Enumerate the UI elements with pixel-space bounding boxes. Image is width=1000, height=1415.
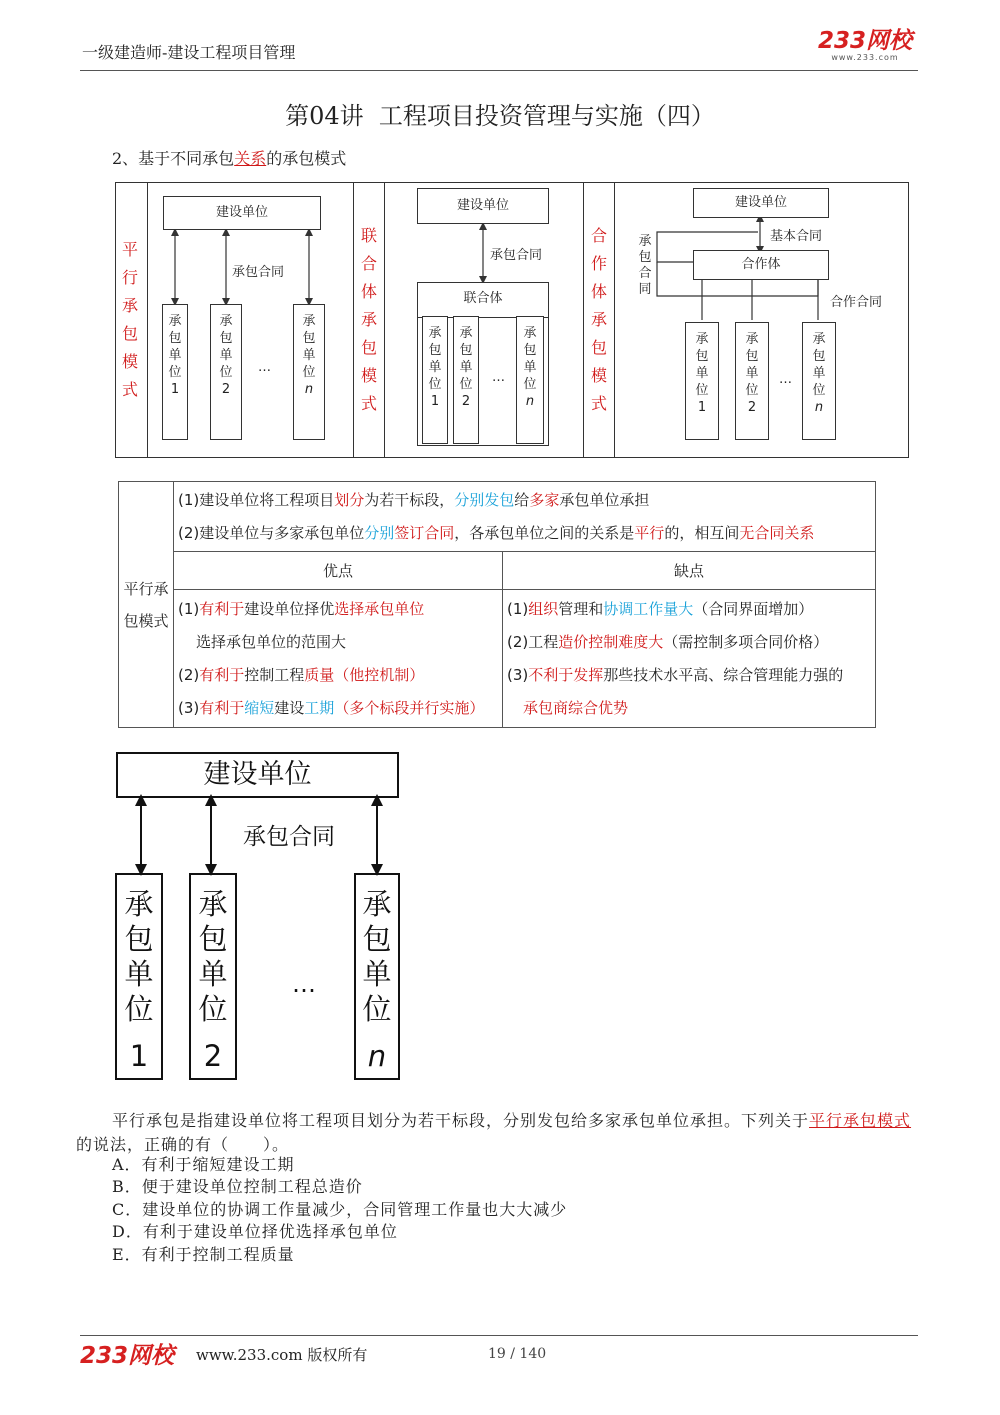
pros-item: (2)有利于控制工程质量（他控机制） bbox=[178, 665, 425, 684]
course-title: 一级建造师-建设工程项目管理 bbox=[82, 43, 296, 62]
page-title: 第04讲 工程项目投资管理与实施（四） bbox=[285, 102, 715, 130]
cons-item: 承包商综合优势 bbox=[523, 698, 629, 717]
stem-link[interactable]: 平行 bbox=[809, 1111, 844, 1130]
contract-label-large: 承包合同 bbox=[243, 824, 335, 850]
option-d[interactable]: D．有利于建设单位择优选择承包单位 bbox=[112, 1222, 398, 1241]
cooperative-box: 合作体 bbox=[693, 250, 829, 280]
mode-label-cooperative: 合作体承包模式 bbox=[590, 226, 607, 413]
basic-contract-label: 基本合同 bbox=[770, 229, 823, 244]
cons-item: (3)不利于发挥那些技术水平高、综合管理能力强的 bbox=[507, 665, 844, 684]
contractor-box-large: 承 包 单 位 n bbox=[354, 873, 400, 1080]
contractor-box: 承 包 单 位 2 bbox=[735, 322, 769, 440]
pros-item: 选择承包单位的范围大 bbox=[196, 632, 347, 651]
contractor-box-large: 承 包 单 位 2 bbox=[189, 873, 237, 1080]
header-logo-url: www.233.com bbox=[831, 53, 899, 62]
consortium-label: 联合体 bbox=[418, 283, 548, 318]
option-a[interactable]: A．有利于缩短建设工期 bbox=[112, 1155, 295, 1174]
contractor-box: 承 包 单 位 2 bbox=[210, 304, 242, 440]
owner-box-large: 建设单位 bbox=[116, 752, 399, 798]
section-heading-suffix: 的承包模式 bbox=[266, 149, 347, 168]
option-b[interactable]: B．便于建设单位控制工程总造价 bbox=[112, 1177, 363, 1196]
footer-rule bbox=[80, 1335, 918, 1336]
contractor-box-large: 承 包 单 位 1 bbox=[115, 873, 163, 1080]
pros-item: (3)有利于缩短建设工期（多个标段并行实施） bbox=[178, 698, 485, 717]
contract-label: 承包合同 bbox=[490, 248, 543, 263]
contractor-box: 承 包 单 位 n bbox=[802, 322, 836, 440]
stem-link[interactable]: 承包模式 bbox=[843, 1111, 912, 1130]
section-heading-link[interactable]: 关系 bbox=[234, 149, 267, 168]
owner-box: 建设单位 bbox=[417, 188, 549, 224]
description-line-2: (2)建设单位与多家承包单位分别签订合同，各承包单位之间的关系是平行的，相互间无合同关系 bbox=[178, 523, 815, 542]
ellipsis-large: … bbox=[292, 970, 316, 998]
contractor-box: 承 包 单 位 1 bbox=[162, 304, 188, 440]
footer-site-url[interactable]: www.233.com bbox=[196, 1346, 303, 1364]
footer-copyright: 版权所有 bbox=[307, 1346, 368, 1364]
coop-contract-label: 合作合同 bbox=[830, 295, 883, 310]
footer-site bbox=[196, 1344, 367, 1365]
mode-label-parallel: 平行承包模式 bbox=[121, 240, 138, 399]
mode-label-consortium: 联合体承包模式 bbox=[360, 226, 377, 413]
ellipsis: … bbox=[779, 372, 792, 387]
row-label: 平行承包模式 bbox=[123, 579, 169, 630]
header-logo-text: 233网校 bbox=[818, 28, 913, 54]
owner-box: 建设单位 bbox=[693, 188, 829, 218]
option-e[interactable]: E．有利于控制工程质量 bbox=[112, 1245, 295, 1264]
footer-logo: 233网校 bbox=[80, 1343, 175, 1369]
cons-item: (1)组织管理和协调工作量大（合同界面增加） bbox=[507, 599, 814, 618]
page-number: 19 / 140 bbox=[488, 1346, 547, 1362]
contractor-box: 承 包 单 位 1 bbox=[685, 322, 719, 440]
question-stem: 平行承包是指建设单位将工程项目划分为若干标段，分别发包给多家承包单位承担。下列关于平行承包模式的说法，正确的有（ ）。 bbox=[76, 1111, 912, 1154]
contract-label-vertical: 承包合同 bbox=[638, 234, 652, 297]
contractor-box: 承 包 单 位 2 bbox=[453, 316, 479, 444]
cons-header: 缺点 bbox=[503, 552, 876, 590]
section-heading-prefix: 2、基于不同承包 bbox=[112, 149, 235, 168]
pros-item: (1)有利于建设单位择优选择承包单位 bbox=[178, 599, 425, 618]
option-c[interactable]: C．建设单位的协调工作量减少，合同管理工作量也大大减少 bbox=[112, 1200, 568, 1219]
contract-label: 承包合同 bbox=[232, 265, 285, 280]
ellipsis: … bbox=[258, 360, 271, 375]
ellipsis: … bbox=[492, 370, 505, 385]
owner-box: 建设单位 bbox=[163, 196, 321, 230]
description-line-1: (1)建设单位将工程项目划分为若干标段，分别发包给多家承包单位承担 bbox=[178, 490, 650, 509]
contractor-box: 承 包 单 位 n bbox=[516, 316, 544, 444]
pros-header: 优点 bbox=[174, 552, 503, 590]
contractor-box: 承 包 单 位 1 bbox=[422, 316, 448, 444]
contractor-box: 承 包 单 位 n bbox=[293, 304, 325, 440]
cons-item: (2)工程造价控制难度大（需控制多项合同价格） bbox=[507, 632, 829, 651]
